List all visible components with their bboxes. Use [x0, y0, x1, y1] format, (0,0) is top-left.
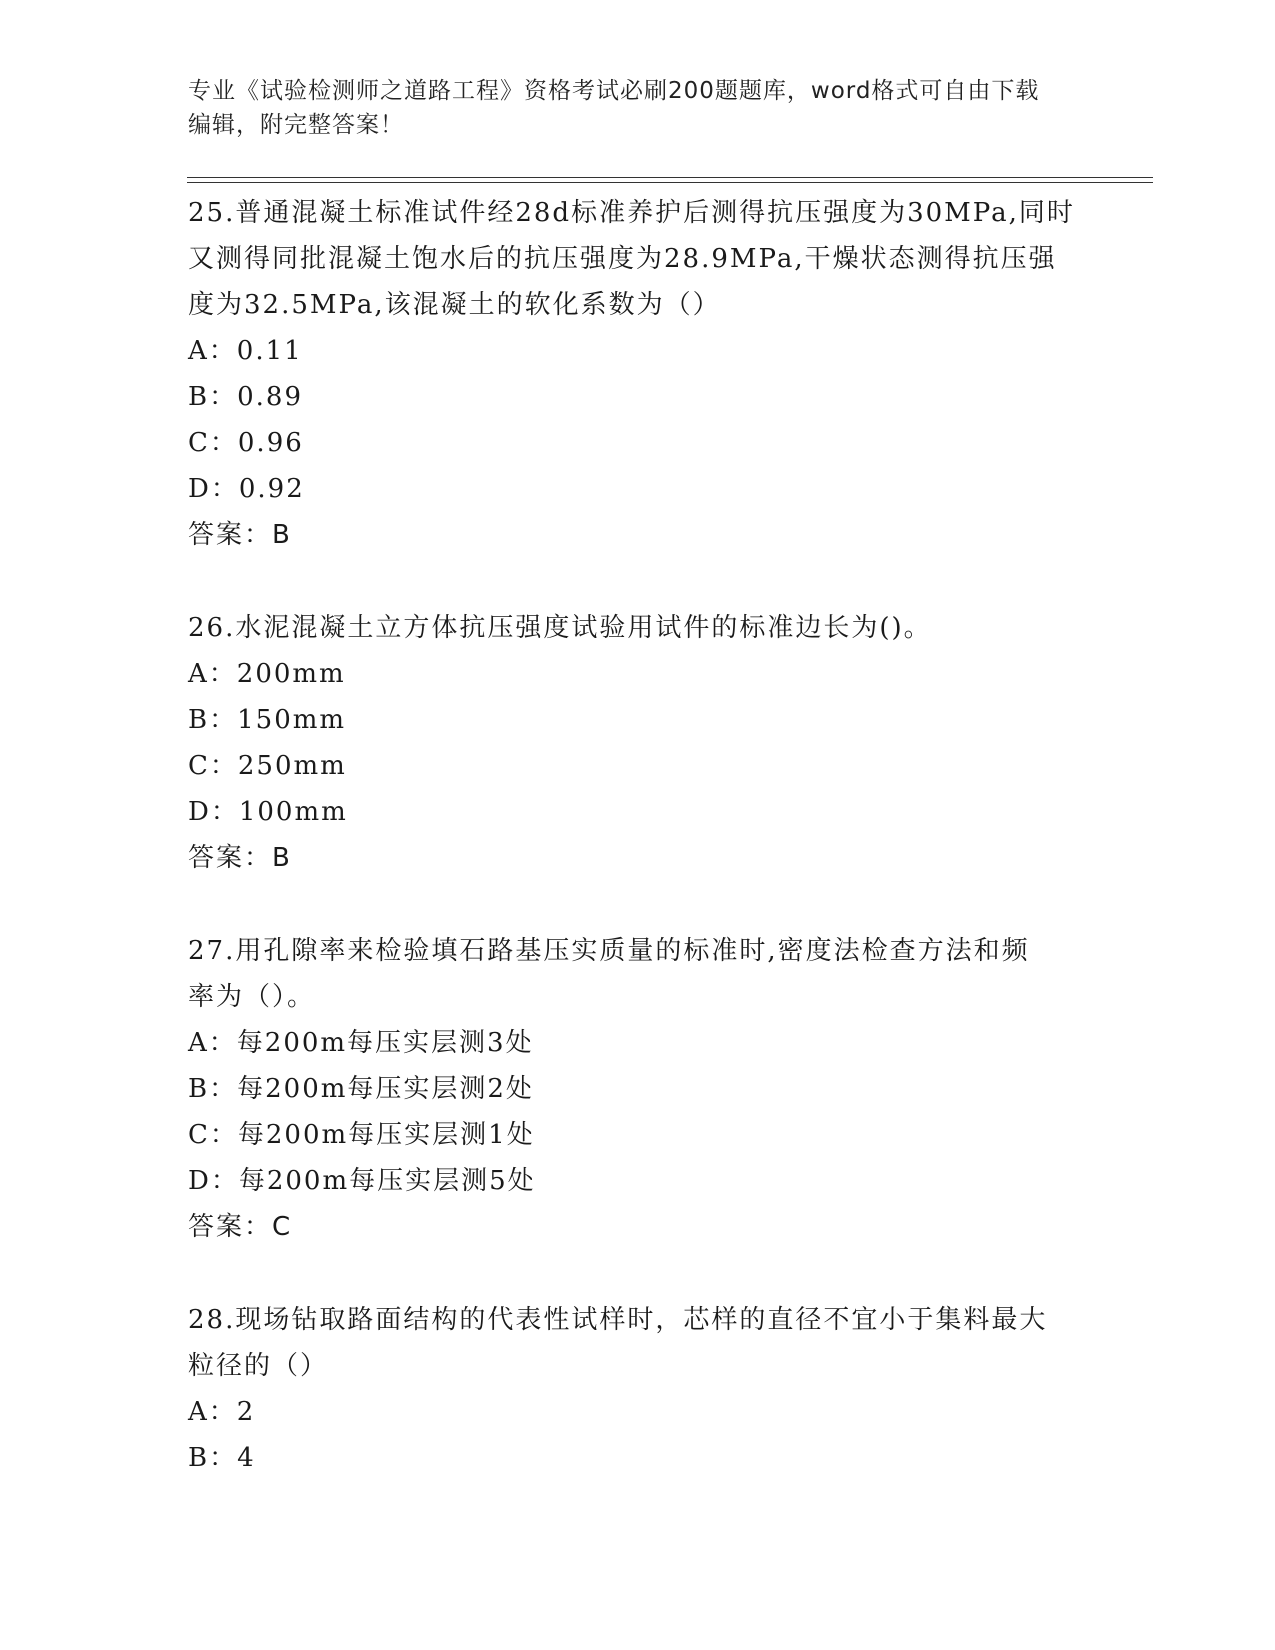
- option-d: D：0.92: [188, 474, 305, 504]
- answer-line: 答案：B: [188, 843, 292, 873]
- question-list: [188, 190, 1088, 1528]
- option-a: A：每200m每压实层测3处: [188, 1028, 534, 1058]
- question-25: [188, 190, 1088, 558]
- question-text-line: 率为（）。: [188, 982, 316, 1012]
- option-c: C：每200m每压实层测1处: [188, 1120, 535, 1150]
- question-26: [188, 605, 1088, 881]
- question-27: [188, 928, 1088, 1250]
- question-text-line: 粒径的（）: [188, 1351, 329, 1381]
- option-a: A：200mm: [188, 659, 346, 689]
- option-c: C：0.96: [188, 428, 304, 458]
- header-line-2: 编辑，附完整答案！: [188, 112, 404, 138]
- question-text: [188, 190, 1088, 328]
- option-d: D：100mm: [188, 797, 348, 827]
- header-line-1: 专业《试验检测师之道路工程》资格考试必刷200题题库，word格式可自由下载: [188, 78, 1040, 104]
- option-b: B：150mm: [188, 705, 347, 735]
- question-text-line: 27.用孔隙率来检验填石路基压实质量的标准时,密度法检查方法和频: [188, 936, 1030, 966]
- answer-line: 答案：B: [188, 520, 292, 550]
- question-28: [188, 1297, 1088, 1481]
- question-text: [188, 928, 1088, 1020]
- question-text-line: 25.普通混凝土标准试件经28d标准养护后测得抗压强度为30MPa,同时: [188, 198, 1075, 228]
- question-text: [188, 1297, 1088, 1389]
- option-b: B：4: [188, 1443, 256, 1473]
- header-divider: [187, 177, 1153, 183]
- option-a: A：0.11: [188, 336, 303, 366]
- option-b: B：每200m每压实层测2处: [188, 1074, 534, 1104]
- option-a: A：2: [188, 1397, 256, 1427]
- question-text-line: 度为32.5MPa,该混凝土的软化系数为（）: [188, 290, 721, 320]
- document-header: [188, 74, 1088, 142]
- option-b: B：0.89: [188, 382, 303, 412]
- option-d: D：每200m每压实层测5处: [188, 1166, 536, 1196]
- answer-line: 答案：C: [188, 1212, 293, 1242]
- question-text-line: 26.水泥混凝土立方体抗压强度试验用试件的标准边长为()。: [188, 613, 932, 643]
- question-text-line: 28.现场钻取路面结构的代表性试样时，芯样的直径不宜小于集料最大: [188, 1305, 1048, 1335]
- question-text-line: 又测得同批混凝土饱水后的抗压强度为28.9MPa,干燥状态测得抗压强: [188, 244, 1057, 274]
- option-c: C：250mm: [188, 751, 347, 781]
- question-text: [188, 605, 1088, 651]
